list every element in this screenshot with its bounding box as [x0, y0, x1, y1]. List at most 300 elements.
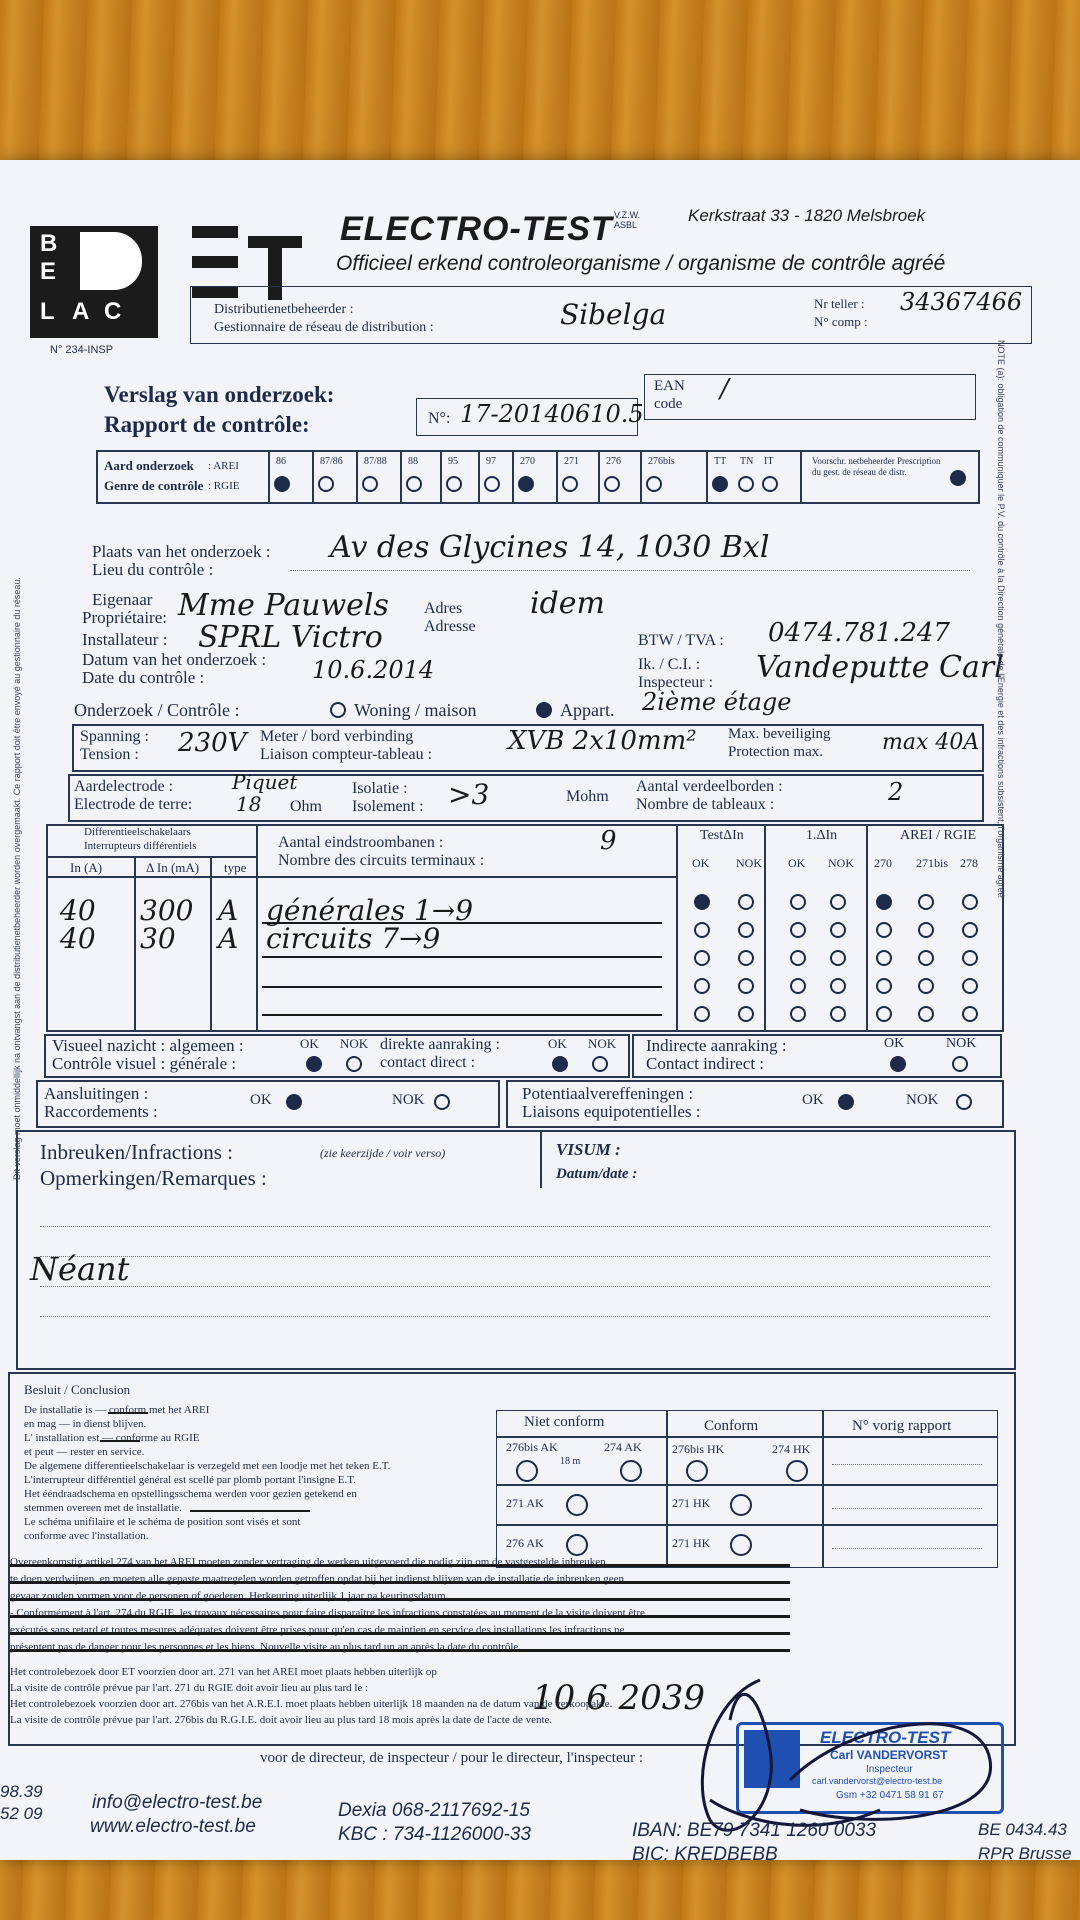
- diff-row-in: 40: [60, 922, 96, 955]
- stamp-name: Carl VANDERVORST: [830, 1748, 948, 1762]
- diff-col-divider: [676, 824, 678, 1030]
- stamp-email: carl.vandervorst@electro-test.be: [812, 1776, 943, 1786]
- control-type-col-label: 86: [276, 456, 286, 467]
- diff-col-head: NOK: [828, 856, 854, 870]
- company-address: Kerkstraat 33 - 1820 Melsbroek: [688, 206, 926, 225]
- diff-row-desc: circuits 7→9: [266, 922, 441, 955]
- previous-report-head: N° vorig rapport: [852, 1418, 952, 1434]
- ean-code-label: code: [654, 396, 683, 412]
- connections-nok-checkbox[interactable]: [434, 1094, 450, 1110]
- boards-value: 2: [888, 778, 904, 806]
- diff-check[interactable]: [876, 922, 892, 938]
- diff-row-dn: 30: [140, 922, 176, 955]
- potential-ok-checkbox[interactable]: [838, 1094, 854, 1110]
- strike-line: Overeenkomstig artikel 274 van het AREI moeten zonder vertraging de werken uitgevoerd die nodig zijn om de vastgestelde inbreuken: [10, 1556, 606, 1568]
- diff-row-line: [262, 922, 662, 924]
- earth-system-checkbox[interactable]: [738, 476, 754, 492]
- control-type-col-label: 87/86: [320, 456, 343, 467]
- diff-check[interactable]: [962, 894, 978, 910]
- stamp-role: Inspecteur: [866, 1764, 913, 1775]
- remarks-line: [40, 1256, 990, 1257]
- boards-label-fr: Nombre de tableaux :: [636, 796, 775, 813]
- ean-value: /: [720, 374, 729, 404]
- diff-col-divider: [866, 824, 868, 1030]
- report-number-value: 17-20140610.5: [460, 400, 644, 428]
- diff-check[interactable]: [876, 894, 892, 910]
- diff-row-dn: 300: [140, 894, 194, 927]
- installer-label: Installateur :: [82, 630, 168, 649]
- control-appartment-value: 2ième étage: [642, 688, 792, 716]
- belac-number: N° 234-INSP: [50, 344, 114, 356]
- potential-label-nl: Potentiaalvereffeningen :: [522, 1084, 694, 1103]
- location-value: Av des Glycines 14, 1030 Bxl: [330, 530, 770, 565]
- control-option-house: Woning / maison: [354, 700, 477, 720]
- conformity-divider: [822, 1410, 824, 1568]
- diff-col-head: NOK: [736, 856, 762, 870]
- circuits-value: 9: [600, 826, 617, 856]
- earth-electrode-type: Piquet: [232, 770, 298, 794]
- control-type-col-divider: [478, 450, 480, 504]
- control-type-col-label: 276bis: [648, 456, 675, 467]
- diff-check[interactable]: [830, 1006, 846, 1022]
- diff-check[interactable]: [830, 894, 846, 910]
- visum-date-label: Datum/date :: [556, 1166, 638, 1182]
- diff-row-desc: générales 1→9: [266, 894, 474, 927]
- direct-ok: OK: [548, 1036, 567, 1051]
- potential-nok: NOK: [906, 1092, 939, 1108]
- diff-check[interactable]: [876, 950, 892, 966]
- earth-electrode-label-nl: Aardelectrode :: [74, 778, 174, 795]
- diff-col-head: 270: [874, 856, 892, 870]
- nc-274-ak: 274 AK: [604, 1440, 642, 1454]
- visual-label-fr: Contrôle visuel : générale :: [52, 1054, 237, 1073]
- conclusion-line: De installatie is — conform met het AREI: [24, 1404, 210, 1416]
- diff-check[interactable]: [876, 1006, 892, 1022]
- footer-left-2: 52 09: [0, 1804, 43, 1823]
- conclusion-line: L' installation est — conforme au RGIE: [24, 1432, 200, 1444]
- indirect-label-fr: Contact indirect :: [646, 1054, 765, 1073]
- direct-nok-checkbox[interactable]: [592, 1056, 608, 1072]
- indirect-ok-checkbox[interactable]: [890, 1056, 906, 1072]
- control-label: Onderzoek / Contrôle :: [74, 700, 240, 720]
- diff-check[interactable]: [738, 1006, 754, 1022]
- control-type-rgie: : RGIE: [208, 480, 240, 492]
- strike-through: [10, 1598, 790, 1601]
- earth-electrode-value: 18: [236, 792, 262, 816]
- control-type-col-divider: [268, 450, 270, 504]
- footer-left-1: 98.39: [0, 1782, 43, 1801]
- diff-head-nl: Differentieelschakelaars: [84, 826, 191, 838]
- footer-web: www.electro-test.be: [90, 1816, 256, 1837]
- circuits-label-fr: Nombre des circuits terminaux :: [278, 852, 485, 869]
- c-271-hk-2: 271 HK: [672, 1536, 711, 1550]
- conclusion-line: stemmen overeen met de installatie.: [24, 1502, 182, 1514]
- remarks-title: Opmerkingen/Remarques :: [40, 1166, 267, 1190]
- diff-check[interactable]: [790, 978, 806, 994]
- control-type-col-checkbox[interactable]: [518, 476, 534, 492]
- location-label-nl: Plaats van het onderzoek :: [92, 542, 271, 561]
- belac-letter: L: [40, 298, 55, 325]
- c-276bis-hk: 276bis HK: [672, 1442, 725, 1456]
- control-type-col-divider: [556, 450, 558, 504]
- control-type-col-label: 276: [606, 456, 621, 467]
- diff-check[interactable]: [694, 922, 710, 938]
- c-271-hk-2-checkbox[interactable]: [730, 1534, 752, 1556]
- control-type-col-divider: [598, 450, 600, 504]
- protection-label-nl: Max. beveiliging: [728, 726, 831, 742]
- comp-label: N° comp :: [814, 314, 868, 329]
- next-visit-line: Het controlebezoek voorzien door art. 276bis van het A.R.E.I. moet plaats hebben uiterlijk 18 maanden na de datum van de verkoopakte.: [10, 1698, 613, 1710]
- control-option-house-radio[interactable]: [330, 702, 346, 718]
- visual-general-nok[interactable]: [346, 1056, 362, 1072]
- control-type-arei: : AREI: [208, 460, 239, 472]
- company-subtitle: Officieel erkend controleorganisme / organisme de contrôle agréé: [336, 252, 946, 275]
- diff-check[interactable]: [694, 950, 710, 966]
- diff-check[interactable]: [962, 1006, 978, 1022]
- diff-check[interactable]: [962, 922, 978, 938]
- diff-col-divider: [210, 856, 212, 1030]
- diff-col-head: 271bis: [916, 856, 949, 870]
- nc-276-ak: 276 AK: [506, 1536, 544, 1550]
- control-type-col-checkbox[interactable]: [562, 476, 578, 492]
- connections-ok: OK: [250, 1092, 272, 1108]
- footer-rpr: RPR Brusse: [978, 1844, 1072, 1863]
- conclusion-title: Besluit / Conclusion: [24, 1382, 131, 1397]
- company-vzw: V.Z.W. ASBL: [614, 210, 641, 230]
- belac-letter: E: [40, 258, 57, 285]
- infractions-note: (zie keerzijde / voir verso): [320, 1146, 446, 1160]
- protection-label-fr: Protection max.: [728, 744, 823, 760]
- diff-col-line: [46, 876, 678, 878]
- strike-line: - Conformément à l'art. 274 du RGIE, les travaux nécessaires pour faire disparaître les infractions constatées au moment de la visite doivent être: [10, 1607, 645, 1619]
- earth-system-label: TN: [740, 456, 754, 467]
- diff-check[interactable]: [962, 950, 978, 966]
- diff-col-head: OK: [788, 856, 806, 870]
- distributor-label-nl: Distributienetbeheerder :: [214, 302, 354, 317]
- report-number-label: N°:: [428, 410, 451, 427]
- connections-label-nl: Aansluitingen :: [44, 1084, 149, 1103]
- control-type-col-checkbox[interactable]: [446, 476, 462, 492]
- test-head: TestΔIn: [700, 828, 744, 843]
- potential-nok-checkbox[interactable]: [956, 1094, 972, 1110]
- control-type-col-divider: [400, 450, 402, 504]
- visum-box: [540, 1132, 542, 1188]
- c-274-hk: 274 HK: [772, 1442, 811, 1456]
- inspection-report-sheet: [0, 160, 1080, 1865]
- footer-be: BE 0434.43: [978, 1820, 1067, 1839]
- footer-bic: BIC: KREDBEBB: [632, 1844, 778, 1865]
- control-type-col-checkbox[interactable]: [274, 476, 290, 492]
- nc-276bis-ak: 276bis AK: [506, 1440, 558, 1454]
- diff-check[interactable]: [738, 894, 754, 910]
- belac-letter: A: [72, 298, 90, 325]
- control-type-col-divider: [356, 450, 358, 504]
- isolation-value: >3: [448, 778, 490, 811]
- meter-link-label-nl: Meter / bord verbinding: [260, 728, 414, 745]
- diff-check[interactable]: [790, 950, 806, 966]
- direct-nok: NOK: [588, 1036, 617, 1051]
- indirect-nok-checkbox[interactable]: [952, 1056, 968, 1072]
- arei-head: AREI / RGIE: [900, 828, 977, 843]
- ean-box: [644, 374, 976, 420]
- control-type-label-nl: Aard onderzoek: [104, 458, 194, 473]
- visum-label: VISUM :: [556, 1140, 621, 1159]
- control-type-col-checkbox[interactable]: [604, 476, 620, 492]
- owner-value: Mme Pauwels: [178, 588, 389, 623]
- diff-check[interactable]: [918, 950, 934, 966]
- conformity-divider: [496, 1484, 998, 1486]
- visual-general-ok[interactable]: [306, 1056, 322, 1072]
- nc-271-ak-checkbox[interactable]: [566, 1494, 588, 1516]
- owner-address-value: idem: [530, 586, 605, 621]
- stamp-company: ELECTRO-TEST: [820, 1728, 951, 1747]
- nc-276-ak-checkbox[interactable]: [566, 1534, 588, 1556]
- diff-row-line: [262, 956, 662, 958]
- direct-label-fr: contact direct :: [380, 1054, 476, 1071]
- conclusion-line: L'interrupteur différentiel général est scellé par plomb portant l'insigne E.T.: [24, 1474, 356, 1486]
- footer-kbc: KBC : 734-1126000-33: [338, 1824, 531, 1845]
- diff-check[interactable]: [694, 1006, 710, 1022]
- ci-label: Ik. / C.I. :: [638, 656, 701, 673]
- diff-col-type: type: [224, 860, 247, 875]
- diff-check[interactable]: [918, 1006, 934, 1022]
- diff-row-line: [262, 1014, 662, 1016]
- stamp-gsm: Gsm +32 0471 58 91 67: [836, 1790, 944, 1801]
- direct-label-nl: direkte aanraking :: [380, 1036, 500, 1053]
- diff-check[interactable]: [918, 894, 934, 910]
- signature-label: voor de directeur, de inspecteur / pour le directeur, l'inspecteur :: [260, 1750, 644, 1766]
- strike-line: présentent pas de danger pour les personnes et les biens. Nouvelle visite au plus tard un an après la date du contrôle.: [10, 1641, 522, 1653]
- diff-col-dn: Δ In (mA): [146, 860, 200, 875]
- date-value: 10.6.2014: [312, 656, 435, 684]
- footer-iban: IBAN: BE79 7341 1260 0033: [632, 1820, 877, 1841]
- control-type-col-divider: [800, 450, 802, 504]
- vat-label: BTW / TVA :: [638, 632, 724, 649]
- remarks-value: Néant: [30, 1250, 130, 1288]
- diff-check[interactable]: [830, 978, 846, 994]
- diff-check[interactable]: [790, 922, 806, 938]
- diff-col-divider: [764, 824, 766, 1030]
- control-type-col-label: 95: [448, 456, 458, 467]
- previous-report-line: [832, 1464, 982, 1465]
- control-type-col-checkbox[interactable]: [362, 476, 378, 492]
- c-276bis-hk-checkbox[interactable]: [686, 1460, 708, 1482]
- vat-value: 0474.781.247: [768, 618, 950, 648]
- protection-value: max 40A: [882, 730, 980, 755]
- conformity-divider: [666, 1410, 668, 1568]
- remarks-line: [40, 1226, 990, 1227]
- infractions-title: Inbreuken/Infractions :: [40, 1140, 234, 1164]
- meter-value: 34367466: [900, 288, 1023, 316]
- one-head: 1.ΔIn: [806, 828, 838, 843]
- earth-system-label: IT: [764, 456, 774, 467]
- conclusion-line: en mag — in dienst blijven.: [24, 1418, 147, 1430]
- earth-system-checkbox[interactable]: [712, 476, 728, 492]
- strike-mark: [108, 1412, 148, 1414]
- diff-check[interactable]: [790, 894, 806, 910]
- visual-label-nl: Visueel nazicht : algemeen :: [52, 1036, 244, 1055]
- diff-check[interactable]: [918, 978, 934, 994]
- diff-row-in: 40: [60, 894, 96, 927]
- belac-letter: C: [104, 298, 122, 325]
- diff-row-type: A: [218, 922, 239, 955]
- control-option-appartment-radio[interactable]: [536, 702, 552, 718]
- conform-head: Conform: [704, 1418, 759, 1434]
- conformity-divider: [496, 1524, 998, 1526]
- nc-276bis-ak-checkbox[interactable]: [516, 1460, 538, 1482]
- earth-system-checkbox[interactable]: [762, 476, 778, 492]
- diff-check[interactable]: [694, 894, 710, 910]
- diff-col-line: [46, 856, 258, 858]
- next-visit-line: La visite de contrôle prévue par l'art. 276bis du R.G.I.E. doit avoir lieu au plus tard 18 mois après la date de l'acte de vente.: [10, 1714, 553, 1726]
- connections-ok-checkbox[interactable]: [286, 1094, 302, 1110]
- diff-col-in: In (A): [70, 860, 103, 875]
- diff-check[interactable]: [694, 978, 710, 994]
- next-visit-date: 10 6 2039: [532, 1678, 706, 1718]
- ean-label: EAN: [654, 378, 685, 394]
- diff-check[interactable]: [790, 1006, 806, 1022]
- installer-value: SPRL Victro: [198, 620, 383, 655]
- inspector-value: Vandeputte Carl: [756, 650, 1004, 685]
- voltage-value: 230V: [178, 728, 247, 758]
- diff-head-fr: Interrupteurs différentiels: [84, 840, 197, 852]
- indirect-nok: NOK: [946, 1036, 977, 1051]
- indirect-label-nl: Indirecte aanraking :: [646, 1036, 787, 1055]
- boards-label-nl: Aantal verdeelborden :: [636, 778, 783, 795]
- meter-link-value: XVB 2x10mm²: [508, 726, 697, 756]
- control-type-col-label: 270: [520, 456, 535, 467]
- control-type-col-divider: [640, 450, 642, 504]
- control-type-col-checkbox[interactable]: [406, 476, 422, 492]
- visual-nok: NOK: [340, 1036, 369, 1051]
- date-label-fr: Date du contrôle :: [82, 668, 205, 687]
- distributor-value: Sibelga: [560, 298, 667, 331]
- control-option-appartment: Appart.: [560, 700, 615, 720]
- strike-through: [10, 1649, 790, 1652]
- indirect-ok: OK: [884, 1036, 905, 1051]
- location-label-fr: Lieu du contrôle :: [92, 560, 214, 579]
- report-title-nl: Verslag van onderzoek:: [104, 382, 335, 407]
- owner-label-nl: Eigenaar: [92, 590, 153, 609]
- strike-line: gevaar zouden vormen voor de personen of goederen. Herkeuring uiterlijk 1 jaar na keuringsdatum.: [10, 1590, 449, 1602]
- margin-left-text: Dit verslag moet onmiddellijk na ontvangst aan de distributienetbeheerder worden overgemaakt. Ce rapport doit être envoyé au gestionnaire du réseau.: [12, 577, 22, 1180]
- earthing-row-box: [68, 774, 984, 822]
- distributor-label-fr: Gestionnaire de réseau de distribution :: [214, 320, 434, 335]
- company-name: ELECTRO-TEST: [340, 210, 613, 248]
- diff-check[interactable]: [918, 922, 934, 938]
- meter-label: Nr teller :: [814, 296, 865, 311]
- margin-right-text: NOTE (a): obligation de communiquer le P.V. du contrôle à la Direction générale de l'Energie et des infractions subsistent, l'organisme agréé: [996, 340, 1006, 898]
- not-conform-head: Niet conform: [524, 1414, 605, 1430]
- diff-check[interactable]: [830, 950, 846, 966]
- diff-check[interactable]: [738, 950, 754, 966]
- control-type-col-divider: [440, 450, 442, 504]
- diff-check[interactable]: [962, 978, 978, 994]
- owner-label-fr: Propriétaire:: [82, 608, 167, 627]
- report-title-fr: Rapport de contrôle:: [104, 412, 310, 437]
- circuits-label-nl: Aantal eindstroombanen :: [278, 834, 444, 851]
- connections-label-fr: Raccordements :: [44, 1102, 158, 1121]
- strike-line: te doen verdwijnen, en moeten alle gepaste maatregelen worden getroffen opdat bij het indienst blijven van de installatie de inbreuken geen: [10, 1573, 625, 1585]
- c-274-hk-checkbox[interactable]: [786, 1460, 808, 1482]
- control-type-col-divider: [312, 450, 314, 504]
- voltage-label-fr: Tension :: [80, 746, 139, 763]
- strike-line: exécutés sans retard et toutes mesures adéquates doivent être prises pour qu'en cas de maintien en service des installations les infractions ne: [10, 1624, 625, 1636]
- remarks-line: [40, 1286, 990, 1287]
- belac-b-shape: [80, 232, 142, 290]
- visual-ok: OK: [300, 1036, 319, 1051]
- direct-ok-checkbox[interactable]: [552, 1056, 568, 1072]
- diff-row-line: [262, 986, 662, 988]
- nc-distance: 18 m: [560, 1456, 581, 1467]
- remarks-line: [40, 1316, 990, 1317]
- control-type-col-checkbox[interactable]: [318, 476, 334, 492]
- conclusion-line: conforme avec l'installation.: [24, 1530, 149, 1542]
- conclusion-line: et peut — rester en service.: [24, 1446, 145, 1458]
- control-type-col-label: 271: [564, 456, 579, 467]
- footer-email: info@electro-test.be: [92, 1792, 263, 1813]
- diff-col-head: 278: [960, 856, 978, 870]
- isolation-label-nl: Isolatie :: [352, 780, 408, 797]
- meter-link-label-fr: Liaison compteur-tableau :: [260, 746, 433, 763]
- c-271-hk-checkbox[interactable]: [730, 1494, 752, 1516]
- belac-letter: B: [40, 230, 58, 257]
- connections-nok: NOK: [392, 1092, 425, 1108]
- diff-check[interactable]: [876, 978, 892, 994]
- strike-through: [10, 1632, 790, 1635]
- diff-check[interactable]: [738, 978, 754, 994]
- date-label-nl: Datum van het onderzoek :: [82, 650, 267, 669]
- diff-col-divider: [256, 824, 258, 1030]
- c-271-hk: 271 HK: [672, 1496, 711, 1510]
- prescription-note: Voorschr. netbeheerder Prescription du gest. de réseau de distr.: [812, 456, 941, 477]
- strike-through: [10, 1581, 790, 1584]
- diff-check[interactable]: [738, 922, 754, 938]
- prescription-checkbox[interactable]: [950, 470, 966, 486]
- location-line: [290, 570, 970, 571]
- strike-through: [10, 1564, 790, 1567]
- control-type-col-divider: [706, 450, 708, 504]
- nc-271-ak: 271 AK: [506, 1496, 544, 1510]
- next-visit-line: Het controlebezoek door ET voorzien door art. 271 van het AREI moet plaats hebben uiterlijk op: [10, 1666, 437, 1678]
- control-type-col-label: 87/88: [364, 456, 387, 467]
- footer-dexia: Dexia 068-2117692-15: [338, 1800, 530, 1821]
- conformity-divider: [496, 1436, 998, 1438]
- inspector-label: Inspecteur :: [638, 674, 714, 691]
- diff-check[interactable]: [830, 922, 846, 938]
- nc-274-ak-checkbox[interactable]: [620, 1460, 642, 1482]
- owner-address-label-fr: Adresse: [424, 618, 476, 635]
- conclusion-line: Het ééndraadschema en opstellingsschema werden voor gezien getekend en: [24, 1488, 357, 1500]
- control-type-col-checkbox[interactable]: [646, 476, 662, 492]
- earth-system-label: TT: [714, 456, 727, 467]
- isolation-unit: Mohm: [566, 788, 609, 805]
- diff-col-head: OK: [692, 856, 710, 870]
- earth-electrode-label-fr: Electrode de terre:: [74, 796, 193, 813]
- diff-row-type: A: [218, 894, 239, 927]
- control-type-col-checkbox[interactable]: [484, 476, 500, 492]
- conclusion-line: Le schéma unifilaire et le schéma de position sont visés et sont: [24, 1516, 301, 1528]
- previous-report-line: [832, 1548, 982, 1549]
- strike-mark: [190, 1510, 310, 1512]
- control-type-col-divider: [512, 450, 514, 504]
- previous-report-line: [832, 1508, 982, 1509]
- potential-label-fr: Liaisons equipotentielles :: [522, 1102, 701, 1121]
- voltage-label-nl: Spanning :: [80, 728, 149, 745]
- strike-mark: [100, 1440, 140, 1442]
- strike-through: [10, 1615, 790, 1618]
- diff-col-divider: [134, 856, 136, 1030]
